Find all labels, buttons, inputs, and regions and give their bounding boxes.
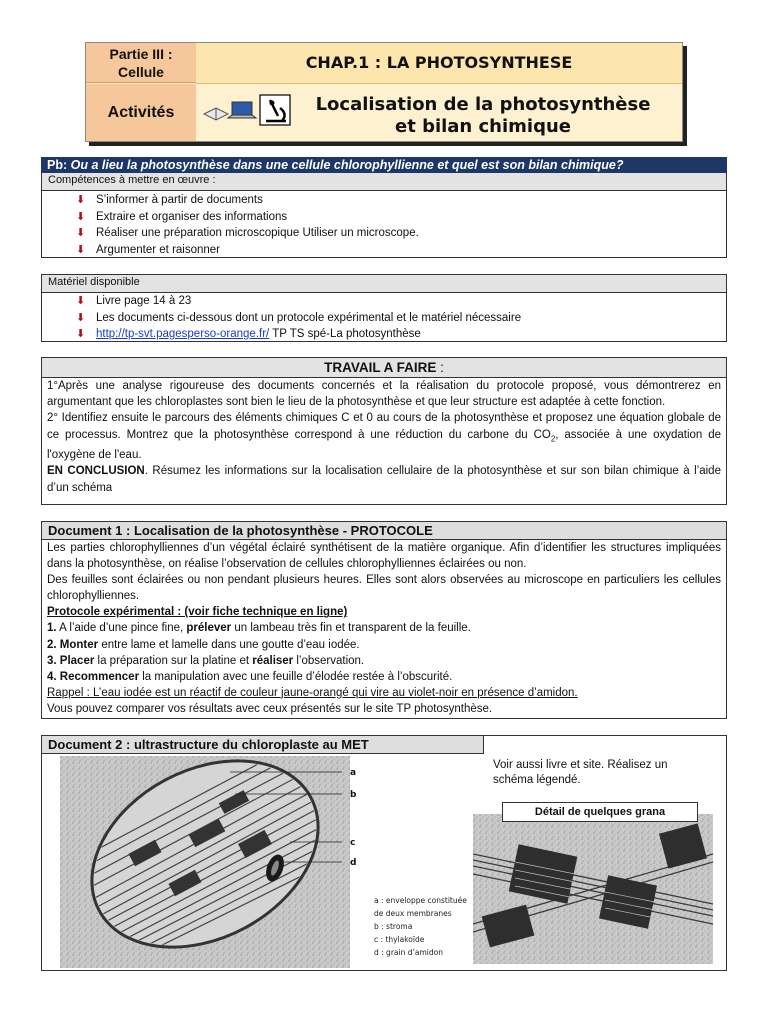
problem-prefix: Pb:: [47, 158, 68, 172]
link-suffix: TP TS spé-La photosynthèse: [269, 328, 421, 340]
work-paragraph-2: [47, 410, 721, 463]
book-icon: [204, 108, 228, 120]
skills-list: [42, 191, 726, 258]
legend-line-5: d : grain d’amidon: [374, 948, 443, 957]
protocol-step-3: [47, 653, 721, 669]
work-paragraph-1: 1°Après une analyse rigoureuse des documents concernés et la réalisation du protocole proposé, vous démontrerez en argumentant que les chloroplastes sont bien le lieu de la photosynthèse et que leur structure est adaptée à cette fonction.: [47, 380, 721, 409]
part-label: [86, 43, 196, 83]
tp-svt-link[interactable]: http://tp-svt.pagesperso-orange.fr/: [96, 328, 270, 340]
list-item: ⬇ Réaliser une préparation microscopique Utiliser un microscope.: [96, 225, 726, 242]
label-b: b: [350, 790, 357, 800]
doc1-intro-2: Des feuilles sont éclairées ou non pendant plusieurs heures. Elles sont alors observées au microscope en particuliers les cellules chlorophylliennes.: [47, 574, 721, 603]
label-c: c: [350, 838, 356, 848]
activities-label: Activités: [86, 84, 196, 141]
conclusion-text: . Résumez les informations sur la localisation cellulaire de la photosynthèse et sur son bilan chimique à l’aide d’un schéma: [47, 465, 721, 494]
step-verb: réaliser: [252, 654, 294, 667]
step-number: 3. Placer: [47, 654, 95, 667]
problem-bar: [41, 157, 727, 173]
header-banner: [85, 42, 683, 142]
list-item: [96, 326, 726, 343]
document-1-body: [42, 540, 726, 717]
legend-line-2: de deux membranes: [374, 909, 452, 918]
part-line-1: Partie III :: [109, 46, 173, 62]
list-item: ⬇ Les documents ci-dessous dont un protocole expérimental et le matériel nécessaire: [96, 310, 726, 327]
work-conclusion: [47, 463, 721, 495]
grana-caption: Détail de quelques grana: [502, 802, 698, 822]
materials-list: [42, 293, 726, 343]
title-line-1: Localisation de la photosynthèse: [315, 94, 651, 115]
part-line-2: Cellule: [118, 64, 164, 80]
title-cell: [196, 84, 682, 141]
co2-subscript: 2: [550, 433, 556, 443]
grana-micrograph: [473, 814, 713, 964]
work-box: [41, 357, 727, 505]
doc2-note: Voir aussi livre et site. Réalisez un schéma légendé.: [493, 759, 668, 786]
microscope-icon: [260, 95, 290, 125]
list-item: ⬇ Extraire et organiser des informations: [96, 209, 726, 226]
activity-icons: [202, 94, 292, 126]
step-text: la manipulation avec une feuille d’élodée restée à l’obscurité.: [139, 670, 453, 683]
protocol-title: Protocole expérimental : (voir fiche technique en ligne): [47, 606, 348, 619]
compare-note: Vous pouvez comparer vos résultats avec ceux présentés sur le site TP photosynthèse.: [47, 702, 493, 715]
step-text: A l’aide d’une pince fine,: [56, 622, 187, 635]
conclusion-label: EN CONCLUSION: [47, 465, 145, 478]
problem-question: Ou a lieu la photosynthèse dans une cellule chlorophyllienne et quel est son bilan chimique?: [67, 158, 624, 172]
work-p2-text: 2° Identifiez ensuite le parcours des éléments chimiques C et 0 au cours de la photosynthèse et proposez une équation globale de ce processus. Montrez que la photosynthèse correspond à une réduction du carbone du CO: [47, 412, 721, 441]
work-heading-colon: :: [436, 360, 444, 375]
chapter-title: CHAP.1 : LA PHOTOSYNTHESE: [196, 43, 682, 84]
list-item: ⬇ Argumenter et raisonner: [96, 242, 726, 259]
step-number: 2. Monter: [47, 638, 99, 651]
label-d: d: [350, 858, 357, 868]
list-item: ⬇ Livre page 14 à 23: [96, 293, 726, 310]
work-p2-end: , associée à une oxydation de l'oxygène de l'eau.: [47, 428, 721, 462]
legend-line-3: b : stroma: [374, 922, 413, 931]
materials-box: [41, 274, 727, 342]
step-number: 4. Recommencer: [47, 670, 140, 683]
page-title: [288, 94, 678, 138]
document-1-box: [41, 521, 727, 719]
step-text: entre lame et lamelle dans une goutte d’eau iodée.: [98, 638, 360, 651]
step-number: 1.: [47, 622, 57, 635]
document-2-heading: Document 2 : ultrastructure du chloroplaste au MET: [42, 736, 484, 754]
list-item: ⬇ S’informer à partir de documents: [96, 192, 726, 209]
laptop-icon: [228, 102, 256, 118]
chloroplast-micrograph: [60, 756, 484, 968]
work-heading: [42, 358, 726, 378]
label-a: a: [350, 768, 357, 778]
doc1-intro-1: Les parties chlorophylliennes d’un végétal éclairé synthétisent de la matière organique. Afin d’identifier les structures impliquées dans la photosynthèse, on réalise l’observation de cellules chlorophylliennes éclairées ou non.: [47, 542, 721, 571]
work-heading-text: TRAVAIL A FAIRE: [324, 360, 437, 375]
skills-heading: Compétences à mettre en œuvre :: [42, 173, 726, 191]
step-verb: prélever: [186, 622, 232, 635]
document-1-heading: Document 1 : Localisation de la photosynthèse - PROTOCOLE: [42, 522, 726, 540]
document-2-box: [41, 735, 727, 971]
skills-box: [41, 173, 727, 258]
title-line-2: et bilan chimique: [394, 116, 572, 137]
work-body: [42, 378, 726, 496]
protocol-step-1: [47, 620, 721, 636]
step-text: un lambeau très fin et transparent de la feuille.: [231, 622, 471, 635]
legend-line-1: a : enveloppe constituée: [374, 896, 467, 905]
legend-line-4: c : thylakoïde: [374, 935, 425, 944]
step-text: la préparation sur la platine et: [94, 654, 253, 667]
protocol-step-4: [47, 669, 721, 685]
materials-heading: Matériel disponible: [42, 275, 726, 293]
protocol-step-2: [47, 637, 721, 653]
step-text: l’observation.: [293, 654, 365, 667]
iodine-reminder: Rappel : L’eau iodée est un réactif de couleur jaune-orangé qui vire au violet-noir en présence d’amidon.: [47, 686, 578, 699]
